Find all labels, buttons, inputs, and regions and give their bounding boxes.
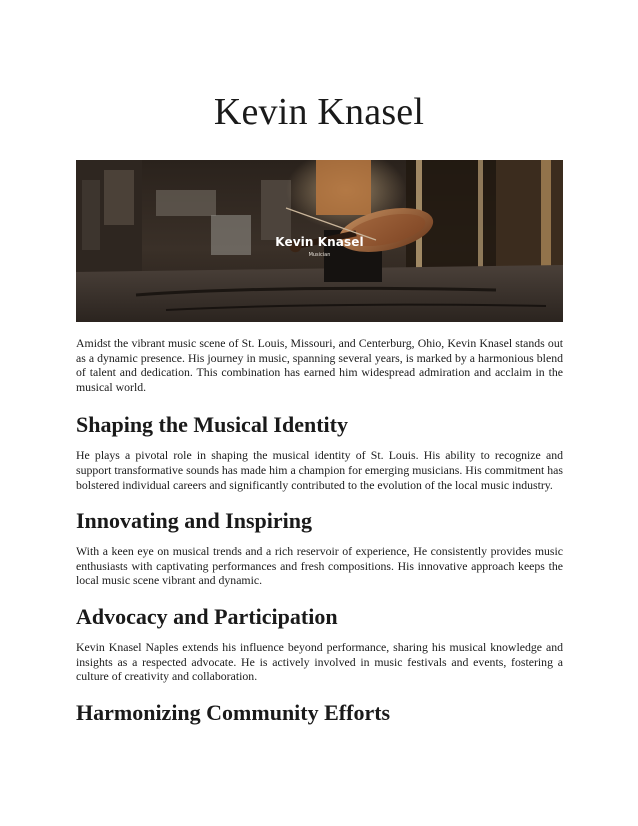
document-body [76,336,563,736]
section-heading: Harmonizing Community Efforts [76,699,391,725]
section-heading: Shaping the Musical Identity [76,412,348,438]
banner-name: Kevin Knasel [275,235,364,249]
banner-subtitle: Musician [308,252,331,258]
section-paragraph: He plays a pivotal role in shaping the musical identity of St. Louis. His ability to recognize and support transformative sounds has made him a champion for emerging musicians. His commitment has bolstered individual careers and significantly contributed to the evolution of the local music industry. [76,448,563,492]
section-heading: Advocacy and Participation [76,603,338,629]
section-paragraph: With a keen eye on musical trends and a rich reservoir of experience, He consistently provides music enthusiasts with captivating performances and fresh compositions. His innovative approach keeps the local music scene vibrant and dynamic. [76,544,563,588]
banner-image [76,160,563,322]
intro-paragraph: Amidst the vibrant music scene of St. Louis, Missouri, and Centerburg, Ohio, Kevin Knasel stands out as a dynamic presence. His journey in music, spanning several years, is marked by a harmonious blend of talent and dedication. This combination has earned him widespread admiration and acclaim in the musical world. [76,336,563,394]
section-paragraph: Kevin Knasel Naples extends his influence beyond performance, sharing his musical knowledge and insights as a respected advocate. He is actively involved in music festivals and events, fostering a culture of creativity and collaboration. [76,639,563,684]
section-heading: Innovating and Inspiring [76,508,312,534]
page-title: Kevin Knasel [213,91,425,133]
